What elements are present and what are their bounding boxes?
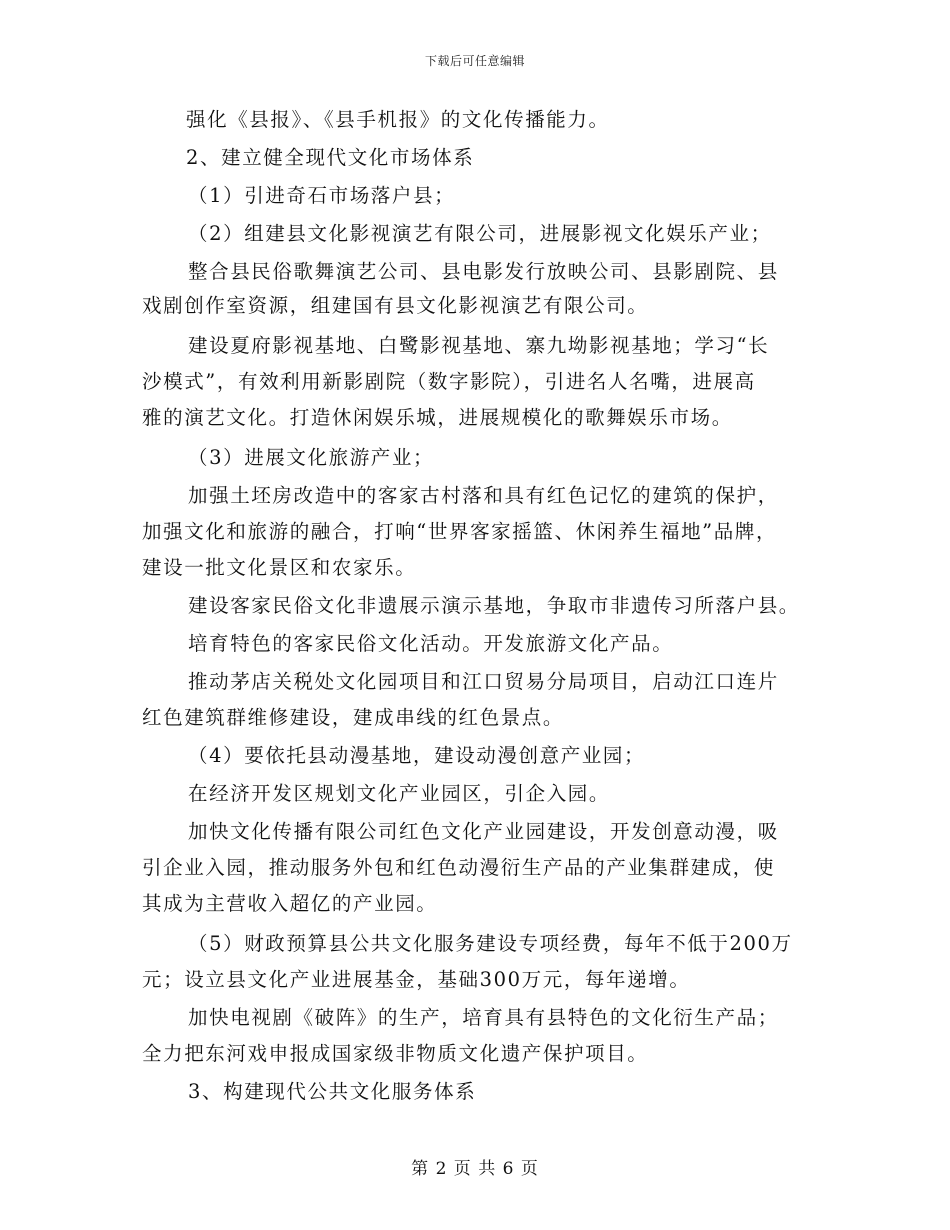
paragraph-line: 加快文化传播有限公司红色文化产业园建设，开发创意动漫，吸 xyxy=(188,820,779,843)
paragraph-line: 推动茅店关税处文化园项目和江口贸易分局项目，启动江口连片 xyxy=(188,670,779,693)
list-item-heading: （3）进展文化旅游产业； xyxy=(188,446,435,469)
paragraph-line: 强化《县报》、《县手机报》的文化传播能力。 xyxy=(186,108,610,131)
page-header-note: 下载后可任意编辑 xyxy=(424,54,525,68)
paragraph-line: 全力把东河戏申报成国家级非物质文化遗产保护项目。 xyxy=(142,1042,649,1065)
list-item-heading: （2）组建县文化影视演艺有限公司，进展影视文化娱乐产业； xyxy=(188,222,772,245)
list-item-heading: （4）要依托县动漫基地，建设动漫创意产业园； xyxy=(188,744,646,767)
paragraph-line: 建设一批文化景区和农家乐。 xyxy=(142,556,417,579)
list-item-heading: （1）引进奇石市场落户县； xyxy=(188,184,456,207)
paragraph-line: 培育特色的客家民俗文化活动。开发旅游文化产品。 xyxy=(188,632,674,655)
paragraph-line: 整合县民俗歌舞演艺公司、县电影发行放映公司、县影剧院、县 xyxy=(188,260,779,283)
paragraph-line: 雅的演艺文化。打造休闲娱乐城，进展规模化的歌舞娱乐市场。 xyxy=(142,406,733,429)
page-number: 第 2 页 共 6 页 xyxy=(411,1159,539,1179)
paragraph-line: 红色建筑群维修建设，建成串线的红色景点。 xyxy=(142,706,565,729)
paragraph-line: 建设客家民俗文化非遗展示演示基地，争取市非遗传习所落户县。 xyxy=(188,594,800,617)
section-heading: 3、构建现代公共文化服务体系 xyxy=(188,1080,477,1103)
paragraph-line: 戏剧创作室资源，组建国有县文化影视演艺有限公司。 xyxy=(142,294,649,317)
paragraph-line: 在经济开发区规划文化产业园区，引企入园。 xyxy=(188,782,611,805)
paragraph-line: 引企业入园，推动服务外包和红色动漫衍生产品的产业集群建成，使 xyxy=(142,856,776,879)
paragraph-line: 加强土坯房改造中的客家古村落和具有红色记忆的建筑的保护， xyxy=(188,484,779,507)
paragraph-line: 加快电视剧《破阵》的生产，培育具有县特色的文化衍生产品； xyxy=(188,1006,779,1029)
paragraph-line: 元；设立县文化产业进展基金，基础300万元，每年递增。 xyxy=(142,968,691,991)
section-heading: 2、建立健全现代文化市场体系 xyxy=(186,146,475,169)
paragraph-line: 建设夏府影视基地、白鹭影视基地、寨九坳影视基地；学习“长 xyxy=(188,334,770,357)
paragraph-line: 沙模式”，有效利用新影剧院（数字影院），引进名人名嘴，进展高 xyxy=(142,370,756,393)
list-item-heading: （5）财政预算县公共文化服务建设专项经费，每年不低于200万 xyxy=(188,932,793,955)
paragraph-line: 其成为主营收入超亿的产业园。 xyxy=(142,892,438,915)
paragraph-line: 加强文化和旅游的融合，打响“世界客家摇篮、休闲养生福地”品牌， xyxy=(142,520,778,543)
